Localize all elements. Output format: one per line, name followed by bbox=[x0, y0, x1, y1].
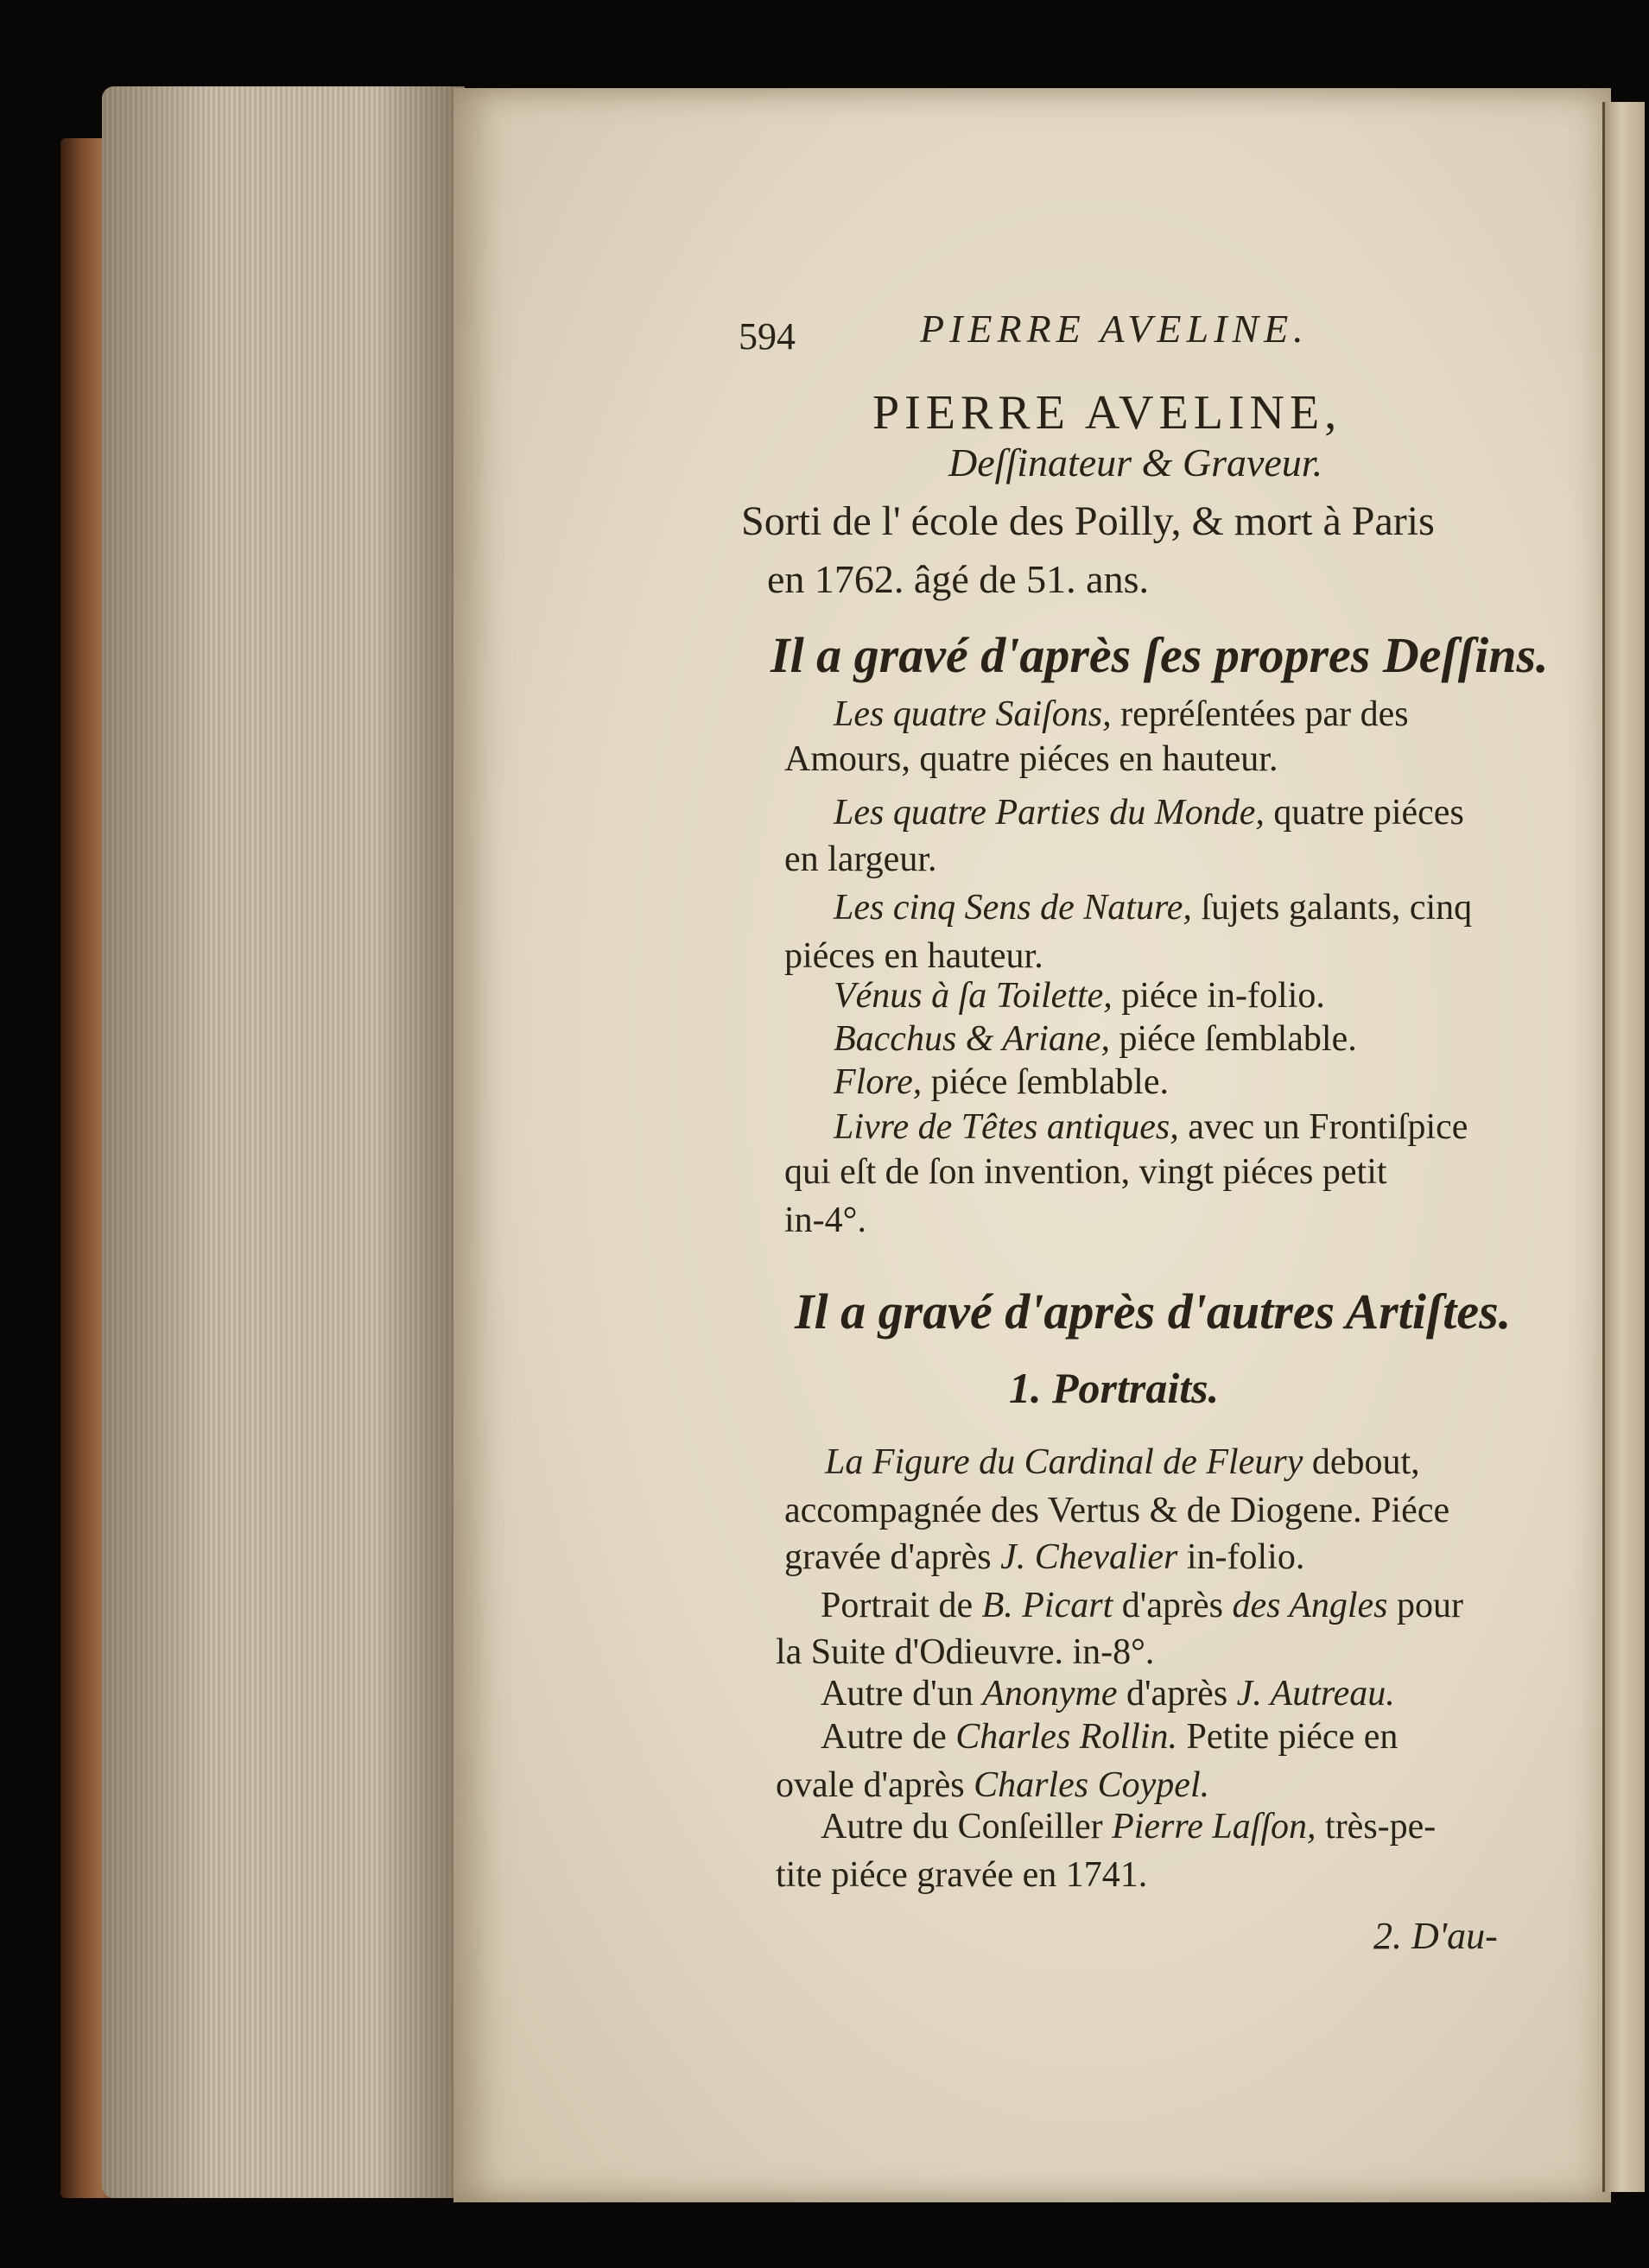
section-heading: Il a gravé d'après d'autres Artiſtes. bbox=[795, 1283, 1512, 1340]
artist-name: des Angles bbox=[1232, 1586, 1388, 1625]
item-text: avec un Frontiſpice bbox=[1178, 1107, 1468, 1147]
item-title: Vénus à ſa Toilette, bbox=[834, 976, 1113, 1016]
sitter-name: Pierre Laſſon, bbox=[1112, 1807, 1316, 1847]
item-title: La Figure du Cardinal de Fleury bbox=[825, 1442, 1303, 1482]
list-item bbox=[834, 978, 1325, 1014]
item-text: debout, bbox=[1303, 1442, 1420, 1482]
list-item-continuation: la Suite d'Odieuvre. in-8°. bbox=[776, 1632, 1155, 1672]
sitter-name: Charles Rollin. bbox=[955, 1717, 1177, 1757]
bio-line: Sorti de l' école des Poilly, & mort à Paris bbox=[741, 498, 1435, 544]
item-title: Flore, bbox=[834, 1062, 923, 1102]
item-text: Autre d'un bbox=[821, 1674, 983, 1714]
item-text: repréſentées par des bbox=[1111, 694, 1409, 734]
list-item bbox=[821, 1587, 1463, 1624]
page-block-shading bbox=[102, 86, 465, 2198]
list-item-continuation: accompagnée des Vertus & de Diogene. Piéce bbox=[784, 1491, 1450, 1530]
list-item bbox=[834, 696, 1409, 732]
item-text: Petite piéce en bbox=[1176, 1717, 1398, 1757]
list-item-continuation: in-4°. bbox=[784, 1201, 866, 1240]
list-item bbox=[821, 1719, 1398, 1755]
list-item-continuation: Amours, quatre piéces en hauteur. bbox=[784, 739, 1278, 779]
item-title: Les cinq Sens de Nature, bbox=[834, 888, 1192, 928]
item-text: Autre de bbox=[821, 1717, 956, 1757]
item-text: d'après bbox=[1117, 1674, 1237, 1714]
list-item bbox=[825, 1444, 1420, 1480]
list-item bbox=[821, 1809, 1436, 1845]
bio-line: en 1762. âgé de 51. ans. bbox=[767, 557, 1149, 601]
item-text: piéce ſemblable. bbox=[922, 1062, 1169, 1102]
artist-name: J. Chevalier bbox=[1000, 1537, 1178, 1577]
artist-name: J. Autreau. bbox=[1236, 1674, 1395, 1714]
item-text: ovale d'après bbox=[776, 1765, 974, 1805]
item-title: Bacchus & Ariane, bbox=[834, 1019, 1111, 1059]
catchword: 2. D'au- bbox=[1373, 1915, 1498, 1957]
list-item-continuation: en largeur. bbox=[784, 839, 937, 879]
entry-title: PIERRE AVELINE, bbox=[872, 386, 1342, 440]
item-text: très-pe- bbox=[1316, 1807, 1437, 1847]
item-text: gravée d'après bbox=[784, 1537, 1001, 1577]
list-item-continuation bbox=[776, 1767, 1209, 1803]
item-text: Autre du Conſeiller bbox=[821, 1807, 1113, 1847]
item-title: Les quatre Saiſons, bbox=[834, 694, 1112, 734]
list-item bbox=[834, 890, 1472, 926]
item-text: piéce in-folio. bbox=[1112, 976, 1325, 1016]
list-item-continuation: piéces en hauteur. bbox=[784, 936, 1043, 976]
running-head: PIERRE AVELINE. bbox=[920, 307, 1309, 351]
list-item-continuation bbox=[784, 1539, 1304, 1575]
list-item bbox=[834, 1021, 1357, 1057]
item-text: piéce ſemblable. bbox=[1110, 1019, 1357, 1059]
subsection-heading: 1. Portraits. bbox=[1009, 1364, 1220, 1412]
entry-role: Deſſinateur & Graveur. bbox=[948, 440, 1323, 485]
item-text: ſujets galants, cinq bbox=[1191, 888, 1473, 928]
sitter-name: B. Picart bbox=[981, 1586, 1113, 1625]
list-item bbox=[834, 1109, 1468, 1145]
facing-page-edge bbox=[1602, 102, 1645, 2192]
section-heading: Il a gravé d'après ſes propres Deſſins. bbox=[771, 627, 1549, 683]
list-item-continuation: tite piéce gravée en 1741. bbox=[776, 1855, 1148, 1895]
item-text: pour bbox=[1387, 1586, 1463, 1625]
list-item bbox=[834, 795, 1464, 831]
list-item bbox=[834, 1064, 1169, 1100]
list-item-continuation: qui eſt de ſon invention, vingt piéces petit bbox=[784, 1152, 1387, 1192]
item-title: Les quatre Parties du Monde, bbox=[834, 793, 1265, 833]
sitter-name: Anonyme bbox=[982, 1674, 1118, 1714]
list-item bbox=[821, 1676, 1395, 1712]
item-text: in-folio. bbox=[1177, 1537, 1305, 1577]
item-text: quatre piéces bbox=[1264, 793, 1464, 833]
page-number: 594 bbox=[739, 315, 796, 358]
item-text: Portrait de bbox=[821, 1586, 982, 1625]
item-title: Livre de Têtes antiques, bbox=[834, 1107, 1179, 1147]
artist-name: Charles Coypel. bbox=[974, 1765, 1210, 1805]
item-text: d'après bbox=[1113, 1586, 1233, 1625]
